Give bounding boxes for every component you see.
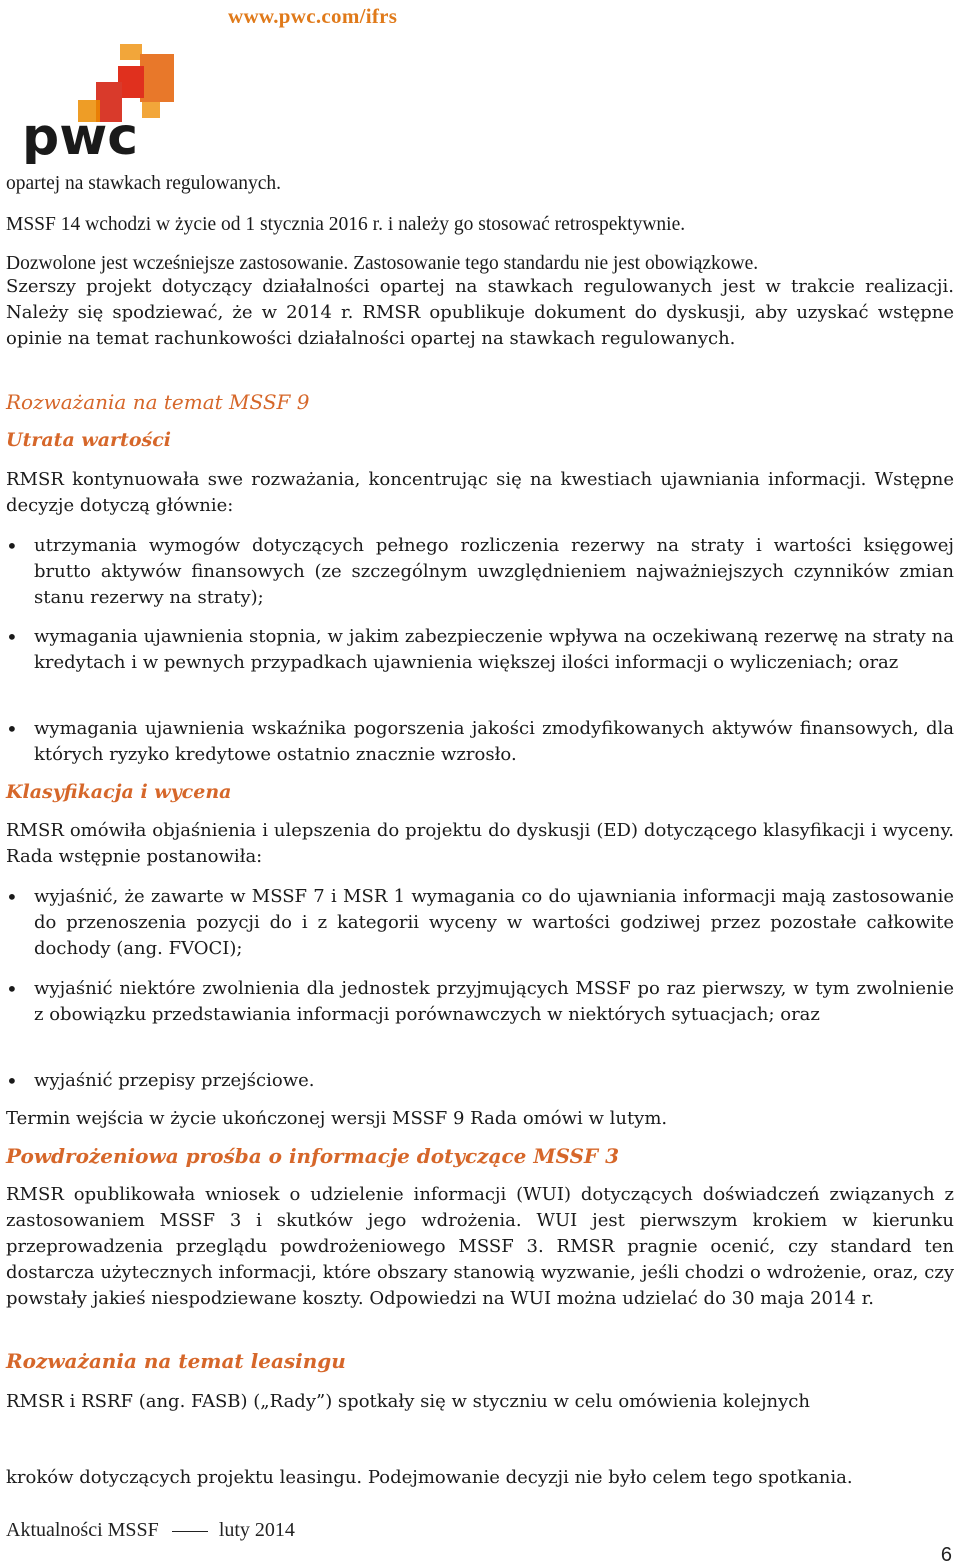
- page-number: 6: [940, 1544, 952, 1566]
- pwc-logo: [22, 44, 182, 164]
- section-heading-mssf9: Rozważania na temat MSSF 9: [6, 390, 310, 414]
- list-item: • wymagania ujawnienia stopnia, w jakim zabezpieczenie wpływa na oczekiwaną rezerwę na straty na kredytach i w pewnych przypadkach ujawnienia większej ilości informacji o wyliczeniach; oraz: [34, 624, 954, 676]
- mssf9-paragraph-1: RMSR kontynuowała swe rozważania, koncentrując się na kwestiach ujawniania informacji. Wstępne decyzje dotyczą głównie:: [6, 469, 954, 516]
- footer-dash: [172, 1531, 208, 1532]
- list-item: • wyjaśnić niektóre zwolnienia dla jednostek przyjmujących MSSF po raz pierwszy, w tym zwolnienie z obowiązku przedstawiania informacji porównawczych w niektórych sytuacjach; oraz: [34, 976, 954, 1028]
- mssf9-paragraph-2: RMSR omówiła objaśnienia i ulepszenia do projektu do dyskusji (ED) dotyczącego klasyfikacji i wyceny. Rada wstępnie postanowiła:: [6, 820, 954, 867]
- section-heading-leasing: Rozważania na temat leasingu: [6, 1349, 346, 1373]
- leasing-paragraph-2: kroków dotyczących projektu leasingu. Podejmowanie decyzji nie było celem tego spotkania.: [6, 1467, 853, 1488]
- intro-paragraph-3a: Dozwolone jest wcześniejsze zastosowanie. Zastosowanie tego standardu nie jest obowiązkowe.: [6, 253, 759, 274]
- intro-paragraph-3b: Szerszy projekt dotyczący działalności opartej na stawkach regulowanych jest w trakcie realizacji. Należy się spodziewać, że w 2014 r. RMSR opublikuje dokument do dyskusji, aby uzyskać wstępne opinie na temat rachunkowości działalności opartej na stawkach regulowanych.: [6, 276, 954, 349]
- intro-paragraph-2: MSSF 14 wchodzi w życie od 1 stycznia 2016 r. i należy go stosować retrospektywnie.: [6, 214, 686, 235]
- subheading-classification: Klasyfikacja i wycena: [6, 781, 232, 803]
- pwc-logo-text: pwc: [22, 107, 139, 164]
- list-item: • utrzymania wymogów dotyczących pełnego rozliczenia rezerwy na straty i wartości księgowej brutto aktywów finansowych (ze szczególnym uwzględnieniem najważniejszych czynników zmian stanu rezerwy na straty);: [34, 533, 954, 611]
- section-heading-mssf3: Powdrożeniowa prośba o informacje dotyczące MSSF 3: [6, 1144, 619, 1168]
- leasing-paragraph-1: RMSR i RSRF (ang. FASB) („Rady”) spotkały się w styczniu w celu omówienia kolejnych: [6, 1391, 810, 1412]
- footer-title: [6, 1519, 295, 1542]
- list-item: • wyjaśnić przepisy przejściowe.: [34, 1068, 954, 1094]
- mssf9-paragraph-3: Termin wejścia w życie ukończonej wersji MSSF 9 Rada omówi w lutym.: [6, 1108, 668, 1129]
- list-item: • wymagania ujawnienia wskaźnika pogorszenia jakości zmodyfikowanych aktywów finansowych, dla których ryzyko kredytowe ostatnio znacznie wzrosło.: [34, 716, 954, 768]
- intro-paragraph-1: opartej na stawkach regulowanych.: [6, 173, 282, 194]
- footer-date: luty 2014: [218, 1519, 295, 1541]
- header-url[interactable]: www.pwc.com/ifrs: [228, 4, 398, 28]
- list-item: • wyjaśnić, że zawarte w MSSF 7 i MSR 1 wymagania co do ujawniania informacji mają zastosowanie do przenoszenia pozycji do i z kategorii wyceny w wartości godziwej przez pozostałe całkowite dochody (ang. FVOCI);: [34, 884, 954, 962]
- mssf3-paragraph: RMSR opublikowała wniosek o udzielenie informacji (WUI) dotyczących doświadczeń związanych z zastosowaniem MSSF 3 i skutków jego wdrożenia. WUI jest pierwszym krokiem w kierunku przeprowadzenia przeglądu powdrożeniowego MSSF 3. RMSR pragnie ocenić, czy standard ten dostarcza użytecznych informacji, które obszary stanowią wyzwanie, jeśli chodzi o wdrożenie, oraz, czy powstały jakieś niespodziewane koszty. Odpowiedzi na WUI można udzielać do 30 maja 2014 r.: [6, 1184, 954, 1309]
- subheading-impairment: Utrata wartości: [6, 429, 171, 451]
- footer-publication: Aktualności MSSF: [6, 1519, 159, 1541]
